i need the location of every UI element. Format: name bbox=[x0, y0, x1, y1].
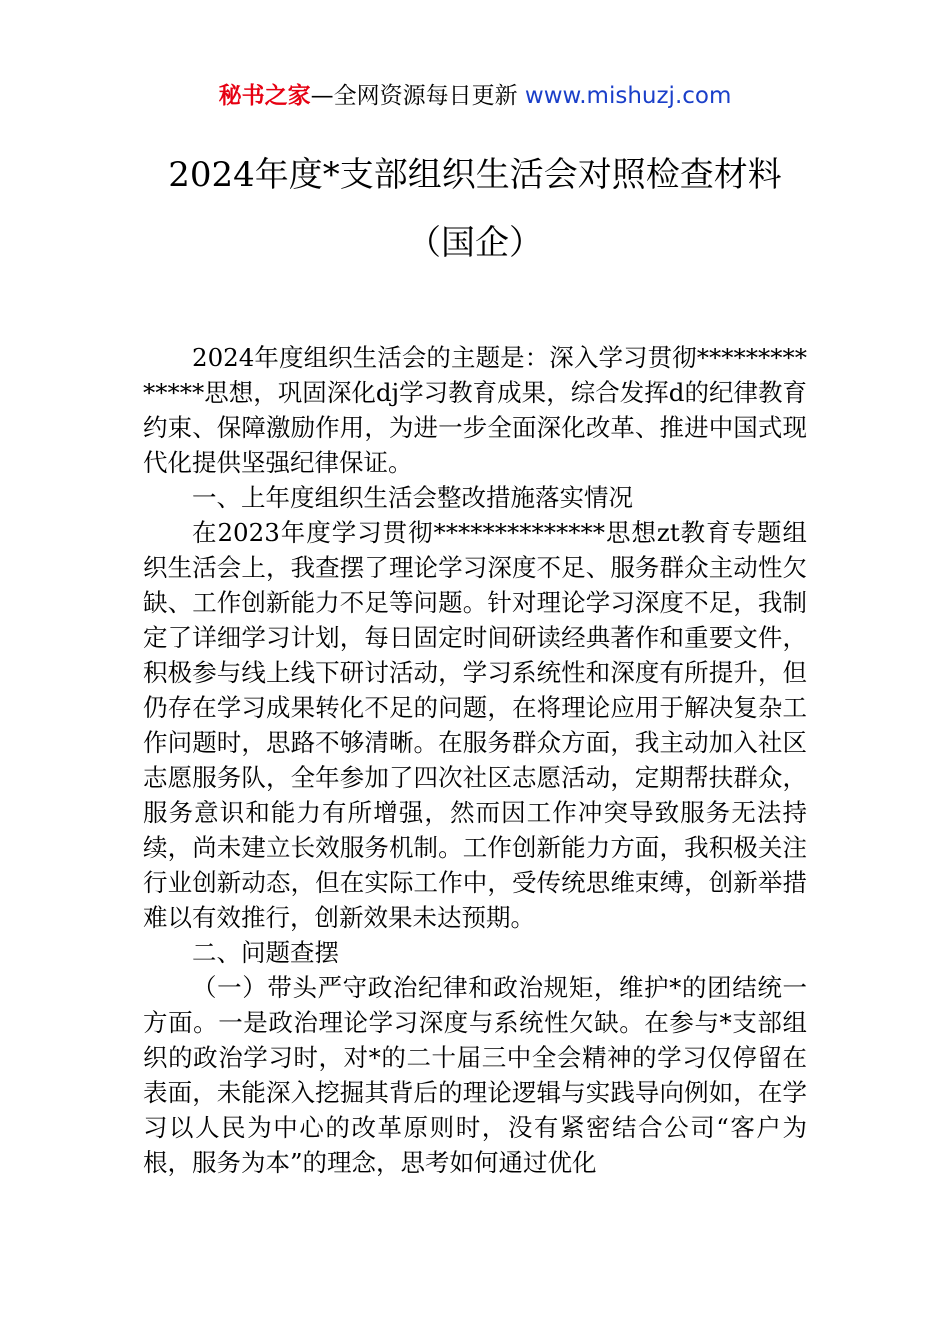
site-brand: 秘书之家 bbox=[218, 83, 311, 109]
document-title: 2024年度*支部组织生活会对照检查材料 bbox=[168, 155, 782, 195]
section-heading-1: 一、上年度组织生活会整改措施落实情况 bbox=[192, 483, 633, 512]
section-heading-2: 二、问题查摆 bbox=[192, 938, 339, 967]
body-paragraph: （一）带头严守政治纪律和政治规矩，维护*的团结统一方面。一是政治理论学习深度与系统性欠缺。在参与*支部组织的政治学习时，对*的二十届三中全会精神的学习仅停留在表面，未能深入挖掘其背后的理论逻辑与实践导向例如，在学习以人民为中心的改革原则时，没有紧密结合公司“客户为根，服务为本”的理念，思考如何通过优化 bbox=[143, 973, 807, 1177]
site-tagline: —全网资源每日更新 bbox=[310, 83, 525, 109]
site-url-link[interactable]: www.mishuzj.com bbox=[524, 83, 732, 109]
intro-paragraph: 2024年度组织生活会的主题是：深入学习贯彻**************思想，巩固深化dj学习教育成果，综合发挥d的纪律教育约束、保障激励作用，为进一步全面深化改革、推进中国式现代化提供坚强纪律保证。 bbox=[143, 343, 807, 477]
site-header bbox=[0, 78, 950, 114]
body-paragraph: 在2023年度学习贯彻**************思想zt教育专题组织生活会上，我查摆了理论学习深度不足、服务群众主动性欠缺、工作创新能力不足等问题。针对理论学习深度不足，我制定了详细学习计划，每日固定时间研读经典著作和重要文件，积极参与线上线下研讨活动，学习系统性和深度有所提升，但仍存在学习成果转化不足的问题，在将理论应用于解决复杂工作问题时，思路不够清晰。在服务群众方面，我主动加入社区志愿服务队，全年参加了四次社区志愿活动，定期帮扶群众，服务意识和能力有所增强，然而因工作冲突导致服务无法持续，尚未建立长效服务机制。工作创新能力方面，我积极关注行业创新动态，但在实际工作中，受传统思维束缚，创新举措难以有效推行，创新效果未达预期。 bbox=[143, 518, 807, 932]
document-body bbox=[143, 340, 807, 1180]
document-subtitle: （国企） bbox=[407, 223, 543, 263]
